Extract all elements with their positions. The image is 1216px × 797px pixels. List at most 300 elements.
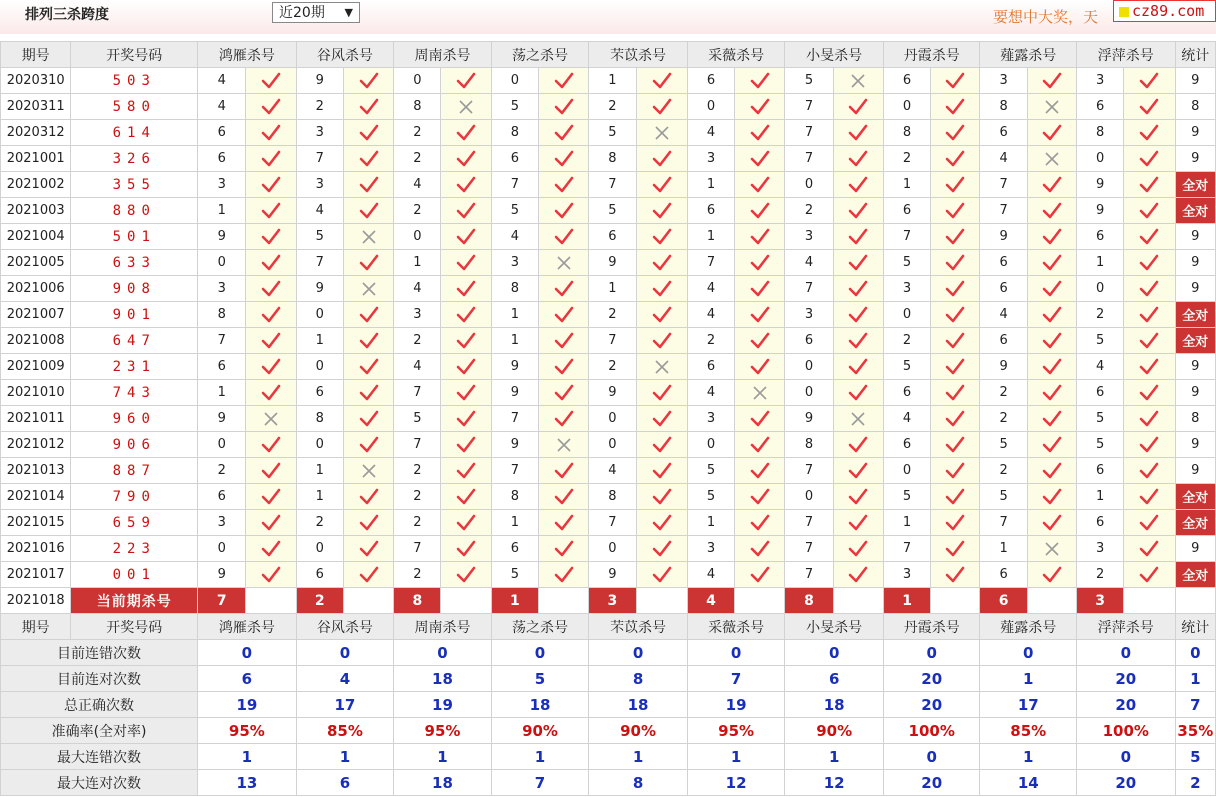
summary-value: 6	[785, 666, 884, 692]
correct-mark-cell	[539, 302, 589, 328]
check-icon	[456, 358, 476, 376]
check-icon	[1042, 228, 1062, 246]
wrong-mark-cell	[539, 432, 589, 458]
col-header-period: 期号	[1, 42, 71, 68]
check-icon	[1139, 150, 1159, 168]
kill-number-cell: 2	[296, 94, 343, 120]
summary-value: 4	[296, 666, 394, 692]
col-header-expert: 芣苡杀号	[589, 614, 688, 640]
kill-number-cell: 2	[394, 510, 441, 536]
kill-number-cell: 0	[1077, 276, 1124, 302]
kill-number-cell: 7	[394, 432, 441, 458]
check-icon	[554, 72, 574, 90]
draw-number-cell: 659	[71, 510, 198, 536]
col-header-stat: 统计	[1175, 614, 1215, 640]
col-header-expert: 采薇杀号	[687, 42, 785, 68]
check-icon	[456, 202, 476, 220]
check-icon	[1042, 176, 1062, 194]
summary-value: 85%	[296, 718, 394, 744]
kill-number-cell: 5	[883, 250, 930, 276]
check-icon	[456, 488, 476, 506]
col-header-expert: 荡之杀号	[491, 42, 589, 68]
all-correct-badge: 全对	[1175, 198, 1215, 224]
check-icon	[945, 436, 965, 454]
correct-mark-cell	[1124, 406, 1175, 432]
kill-number-cell: 3	[198, 172, 246, 198]
summary-value: 12	[687, 770, 785, 796]
summary-row	[1, 770, 1216, 796]
check-icon	[750, 306, 770, 324]
period-cell: 2021014	[1, 484, 71, 510]
kill-number-cell: 4	[687, 302, 734, 328]
kill-number-cell: 3	[883, 562, 930, 588]
kill-number-cell: 2	[394, 484, 441, 510]
kill-number-cell: 5	[491, 94, 538, 120]
check-icon	[1042, 462, 1062, 480]
kill-number-cell: 9	[491, 354, 538, 380]
summary-row	[1, 666, 1216, 692]
kill-number-cell: 5	[1077, 406, 1124, 432]
correct-mark-cell	[246, 250, 296, 276]
summary-value: 1	[980, 666, 1077, 692]
kill-number-cell: 0	[883, 458, 930, 484]
kill-number-cell: 8	[980, 94, 1027, 120]
correct-mark-cell	[931, 68, 980, 94]
all-correct-badge: 全对	[1175, 484, 1215, 510]
cross-icon	[850, 73, 866, 89]
correct-mark-cell	[636, 302, 687, 328]
summary-row	[1, 718, 1216, 744]
wrong-mark-cell	[343, 276, 393, 302]
check-icon	[1139, 436, 1159, 454]
correct-mark-cell	[1027, 328, 1076, 354]
correct-mark-cell	[343, 146, 393, 172]
correct-mark-cell	[539, 406, 589, 432]
kill-number-cell: 9	[589, 380, 636, 406]
kill-number-cell: 3	[687, 406, 734, 432]
correct-mark-cell	[539, 68, 589, 94]
check-icon	[848, 150, 868, 168]
summary-value: 100%	[883, 718, 980, 744]
check-icon	[261, 384, 281, 402]
summary-stat-value: 2	[1175, 770, 1215, 796]
col-header-expert: 谷风杀号	[296, 42, 394, 68]
correct-mark-cell	[833, 172, 883, 198]
table-row	[1, 458, 1216, 484]
correct-mark-cell	[931, 536, 980, 562]
check-icon	[554, 98, 574, 116]
kill-number-cell: 3	[687, 146, 734, 172]
correct-mark-cell	[1124, 94, 1175, 120]
correct-mark-cell	[931, 224, 980, 250]
correct-mark-cell	[343, 250, 393, 276]
summary-value: 0	[1077, 744, 1176, 770]
kill-number-cell: 3	[687, 536, 734, 562]
stat-count-cell: 9	[1175, 224, 1215, 250]
check-icon	[945, 410, 965, 428]
check-icon	[945, 72, 965, 90]
summary-label: 目前连对次数	[1, 666, 198, 692]
summary-value: 6	[296, 770, 394, 796]
col-header-expert: 小旻杀号	[785, 42, 884, 68]
kill-number-cell: 9	[1077, 172, 1124, 198]
col-header-expert: 周南杀号	[394, 614, 492, 640]
kill-number-cell: 7	[198, 328, 246, 354]
table-row	[1, 198, 1216, 224]
kill-number-cell: 1	[491, 510, 538, 536]
wrong-mark-cell	[735, 380, 785, 406]
col-header-expert: 薤露杀号	[980, 42, 1077, 68]
correct-mark-cell	[246, 380, 296, 406]
check-icon	[261, 488, 281, 506]
kill-number-cell: 6	[883, 198, 930, 224]
correct-mark-cell	[246, 94, 296, 120]
check-icon	[945, 124, 965, 142]
kill-number-cell: 5	[394, 406, 441, 432]
kill-number-cell: 3	[980, 68, 1027, 94]
check-icon	[456, 306, 476, 324]
kill-number-cell: 2	[394, 198, 441, 224]
check-icon	[652, 254, 672, 272]
table-row	[1, 380, 1216, 406]
check-icon	[359, 72, 379, 90]
correct-mark-cell	[343, 94, 393, 120]
period-cell: 2021013	[1, 458, 71, 484]
kill-number-cell: 6	[1077, 224, 1124, 250]
col-header-expert: 鸿雁杀号	[198, 42, 297, 68]
check-icon	[1042, 202, 1062, 220]
check-icon	[1042, 488, 1062, 506]
correct-mark-cell	[833, 276, 883, 302]
check-icon	[1042, 254, 1062, 272]
check-icon	[750, 566, 770, 584]
check-icon	[359, 332, 379, 350]
kill-number-cell: 3	[394, 302, 441, 328]
check-icon	[359, 410, 379, 428]
draw-number-cell: 906	[71, 432, 198, 458]
check-icon	[1139, 124, 1159, 142]
summary-value: 20	[1077, 770, 1176, 796]
correct-mark-cell	[1124, 68, 1175, 94]
summary-value: 18	[394, 770, 492, 796]
correct-mark-cell	[931, 94, 980, 120]
check-icon	[945, 306, 965, 324]
correct-mark-cell	[539, 94, 589, 120]
check-icon	[1042, 358, 1062, 376]
kill-number-cell: 3	[785, 302, 833, 328]
kill-number-cell: 9	[785, 406, 833, 432]
kill-number-cell: 0	[589, 406, 636, 432]
kill-number-cell: 3	[296, 120, 343, 146]
table-row	[1, 120, 1216, 146]
summary-stat-value: 1	[1175, 666, 1215, 692]
correct-mark-cell	[833, 224, 883, 250]
kill-number-cell: 4	[687, 380, 734, 406]
correct-mark-cell	[636, 562, 687, 588]
col-header-expert: 丹霞杀号	[883, 42, 980, 68]
kill-number-cell: 9	[1077, 198, 1124, 224]
draw-number-cell: 223	[71, 536, 198, 562]
summary-value: 1	[394, 744, 492, 770]
kill-number-cell: 2	[394, 562, 441, 588]
wrong-mark-cell	[246, 406, 296, 432]
correct-mark-cell	[735, 172, 785, 198]
check-icon	[945, 150, 965, 168]
check-icon	[261, 332, 281, 350]
table-row	[1, 406, 1216, 432]
wrong-mark-cell	[1027, 536, 1076, 562]
correct-mark-cell	[833, 146, 883, 172]
empty-cell	[246, 588, 296, 614]
wrong-mark-cell	[636, 354, 687, 380]
check-icon	[750, 124, 770, 142]
current-kill-number: 3	[589, 588, 636, 614]
period-cell: 2021004	[1, 224, 71, 250]
wrong-mark-cell	[343, 458, 393, 484]
correct-mark-cell	[931, 354, 980, 380]
check-icon	[945, 332, 965, 350]
check-icon	[554, 332, 574, 350]
kill-number-cell: 1	[687, 224, 734, 250]
correct-mark-cell	[833, 484, 883, 510]
wrong-mark-cell	[636, 120, 687, 146]
draw-number-cell: 880	[71, 198, 198, 224]
summary-value: 19	[687, 692, 785, 718]
correct-mark-cell	[1124, 172, 1175, 198]
check-icon	[750, 72, 770, 90]
summary-value: 6	[198, 666, 297, 692]
col-header-expert: 鸿雁杀号	[198, 614, 297, 640]
correct-mark-cell	[1027, 250, 1076, 276]
summary-value: 18	[394, 666, 492, 692]
check-icon	[554, 150, 574, 168]
cross-icon	[458, 99, 474, 115]
kill-number-cell: 8	[883, 120, 930, 146]
kill-number-cell: 6	[687, 354, 734, 380]
correct-mark-cell	[246, 458, 296, 484]
check-icon	[848, 98, 868, 116]
summary-value: 1	[687, 744, 785, 770]
check-icon	[848, 514, 868, 532]
correct-mark-cell	[833, 250, 883, 276]
check-icon	[554, 566, 574, 584]
stat-count-cell: 9	[1175, 354, 1215, 380]
correct-mark-cell	[1124, 120, 1175, 146]
correct-mark-cell	[931, 510, 980, 536]
kill-number-cell: 7	[785, 562, 833, 588]
check-icon	[652, 436, 672, 454]
kill-number-cell: 9	[491, 432, 538, 458]
summary-value: 0	[296, 640, 394, 666]
check-icon	[1042, 72, 1062, 90]
correct-mark-cell	[1124, 536, 1175, 562]
stat-count-cell: 9	[1175, 432, 1215, 458]
check-icon	[261, 124, 281, 142]
site-logo[interactable]	[1113, 0, 1216, 22]
kill-number-cell: 1	[687, 172, 734, 198]
correct-mark-cell	[1124, 380, 1175, 406]
kill-number-cell: 8	[491, 484, 538, 510]
stat-count-cell: 8	[1175, 406, 1215, 432]
check-icon	[652, 514, 672, 532]
correct-mark-cell	[246, 146, 296, 172]
kill-number-cell: 9	[589, 250, 636, 276]
kill-number-cell: 6	[198, 484, 246, 510]
correct-mark-cell	[343, 328, 393, 354]
correct-mark-cell	[833, 198, 883, 224]
check-icon	[750, 436, 770, 454]
kill-number-cell: 2	[589, 94, 636, 120]
summary-value: 1	[296, 744, 394, 770]
summary-value: 85%	[980, 718, 1077, 744]
kill-number-cell: 7	[785, 120, 833, 146]
page-title: 排列三杀跨度	[25, 7, 109, 23]
period-cell: 2021017	[1, 562, 71, 588]
correct-mark-cell	[735, 484, 785, 510]
draw-number-cell: 790	[71, 484, 198, 510]
summary-value: 0	[883, 640, 980, 666]
check-icon	[261, 176, 281, 194]
summary-row	[1, 692, 1216, 718]
col-header-expert: 谷风杀号	[296, 614, 394, 640]
correct-mark-cell	[343, 68, 393, 94]
check-icon	[456, 514, 476, 532]
empty-cell	[441, 588, 491, 614]
check-icon	[750, 540, 770, 558]
correct-mark-cell	[833, 302, 883, 328]
period-cell: 2020312	[1, 120, 71, 146]
check-icon	[1042, 566, 1062, 584]
correct-mark-cell	[735, 536, 785, 562]
kill-number-cell: 5	[785, 68, 833, 94]
check-icon	[261, 150, 281, 168]
correct-mark-cell	[1124, 250, 1175, 276]
kill-number-cell: 9	[198, 224, 246, 250]
correct-mark-cell	[1124, 354, 1175, 380]
kill-number-cell: 5	[1077, 328, 1124, 354]
kill-number-cell: 8	[589, 484, 636, 510]
header-row	[1, 614, 1216, 640]
check-icon	[848, 488, 868, 506]
correct-mark-cell	[441, 458, 491, 484]
kill-number-cell: 8	[491, 276, 538, 302]
stat-count-cell: 9	[1175, 146, 1215, 172]
correct-mark-cell	[441, 354, 491, 380]
kill-number-cell: 0	[296, 432, 343, 458]
summary-stat-value: 5	[1175, 744, 1215, 770]
table-row	[1, 562, 1216, 588]
cross-icon	[556, 437, 572, 453]
period-cell: 2021006	[1, 276, 71, 302]
kill-number-cell: 4	[394, 354, 441, 380]
kill-number-cell: 6	[980, 276, 1027, 302]
check-icon	[359, 540, 379, 558]
check-icon	[359, 176, 379, 194]
correct-mark-cell	[833, 432, 883, 458]
kill-number-cell: 5	[980, 484, 1027, 510]
correct-mark-cell	[246, 172, 296, 198]
correct-mark-cell	[636, 536, 687, 562]
col-header-draw: 开奖号码	[71, 42, 198, 68]
correct-mark-cell	[441, 68, 491, 94]
kill-number-cell: 7	[589, 510, 636, 536]
kill-number-cell: 4	[198, 68, 246, 94]
check-icon	[261, 566, 281, 584]
summary-stat-value: 7	[1175, 692, 1215, 718]
kill-number-cell: 0	[687, 432, 734, 458]
kill-number-cell: 9	[491, 380, 538, 406]
summary-stat-value: 35%	[1175, 718, 1215, 744]
check-icon	[359, 254, 379, 272]
kill-number-cell: 7	[980, 510, 1027, 536]
check-icon	[456, 124, 476, 142]
kill-number-cell: 2	[394, 328, 441, 354]
kill-number-cell: 6	[589, 224, 636, 250]
kill-number-cell: 6	[198, 354, 246, 380]
correct-mark-cell	[735, 328, 785, 354]
kill-number-cell: 1	[589, 68, 636, 94]
draw-number-cell: 614	[71, 120, 198, 146]
kill-number-cell: 0	[198, 536, 246, 562]
col-header-expert: 丹霞杀号	[883, 614, 980, 640]
period-cell: 2021016	[1, 536, 71, 562]
kill-number-cell: 5	[296, 224, 343, 250]
kill-number-cell: 8	[785, 432, 833, 458]
period-select[interactable]	[272, 2, 360, 23]
correct-mark-cell	[735, 510, 785, 536]
draw-number-cell: 887	[71, 458, 198, 484]
correct-mark-cell	[931, 302, 980, 328]
correct-mark-cell	[343, 484, 393, 510]
correct-mark-cell	[1124, 484, 1175, 510]
correct-mark-cell	[931, 380, 980, 406]
check-icon	[1139, 306, 1159, 324]
check-icon	[456, 280, 476, 298]
summary-value: 20	[883, 666, 980, 692]
summary-value: 1	[491, 744, 589, 770]
period-cell: 2021002	[1, 172, 71, 198]
cross-icon	[1044, 151, 1060, 167]
wrong-mark-cell	[1027, 94, 1076, 120]
kill-number-cell: 2	[1077, 562, 1124, 588]
check-icon	[652, 72, 672, 90]
kill-number-cell: 4	[589, 458, 636, 484]
kill-number-cell: 0	[1077, 146, 1124, 172]
period-cell: 2021009	[1, 354, 71, 380]
correct-mark-cell	[735, 224, 785, 250]
col-header-stat: 统计	[1175, 42, 1215, 68]
kill-number-cell: 6	[296, 380, 343, 406]
kill-number-cell: 1	[394, 250, 441, 276]
check-icon	[261, 540, 281, 558]
correct-mark-cell	[246, 328, 296, 354]
empty-cell	[735, 588, 785, 614]
check-icon	[456, 254, 476, 272]
summary-value: 18	[589, 692, 688, 718]
check-icon	[848, 202, 868, 220]
check-icon	[848, 436, 868, 454]
correct-mark-cell	[539, 120, 589, 146]
empty-cell	[1175, 588, 1215, 614]
kill-number-cell: 0	[394, 68, 441, 94]
cross-icon	[654, 359, 670, 375]
kill-number-cell: 3	[1077, 536, 1124, 562]
correct-mark-cell	[441, 328, 491, 354]
summary-value: 95%	[687, 718, 785, 744]
summary-row	[1, 744, 1216, 770]
table-row	[1, 172, 1216, 198]
check-icon	[1139, 254, 1159, 272]
